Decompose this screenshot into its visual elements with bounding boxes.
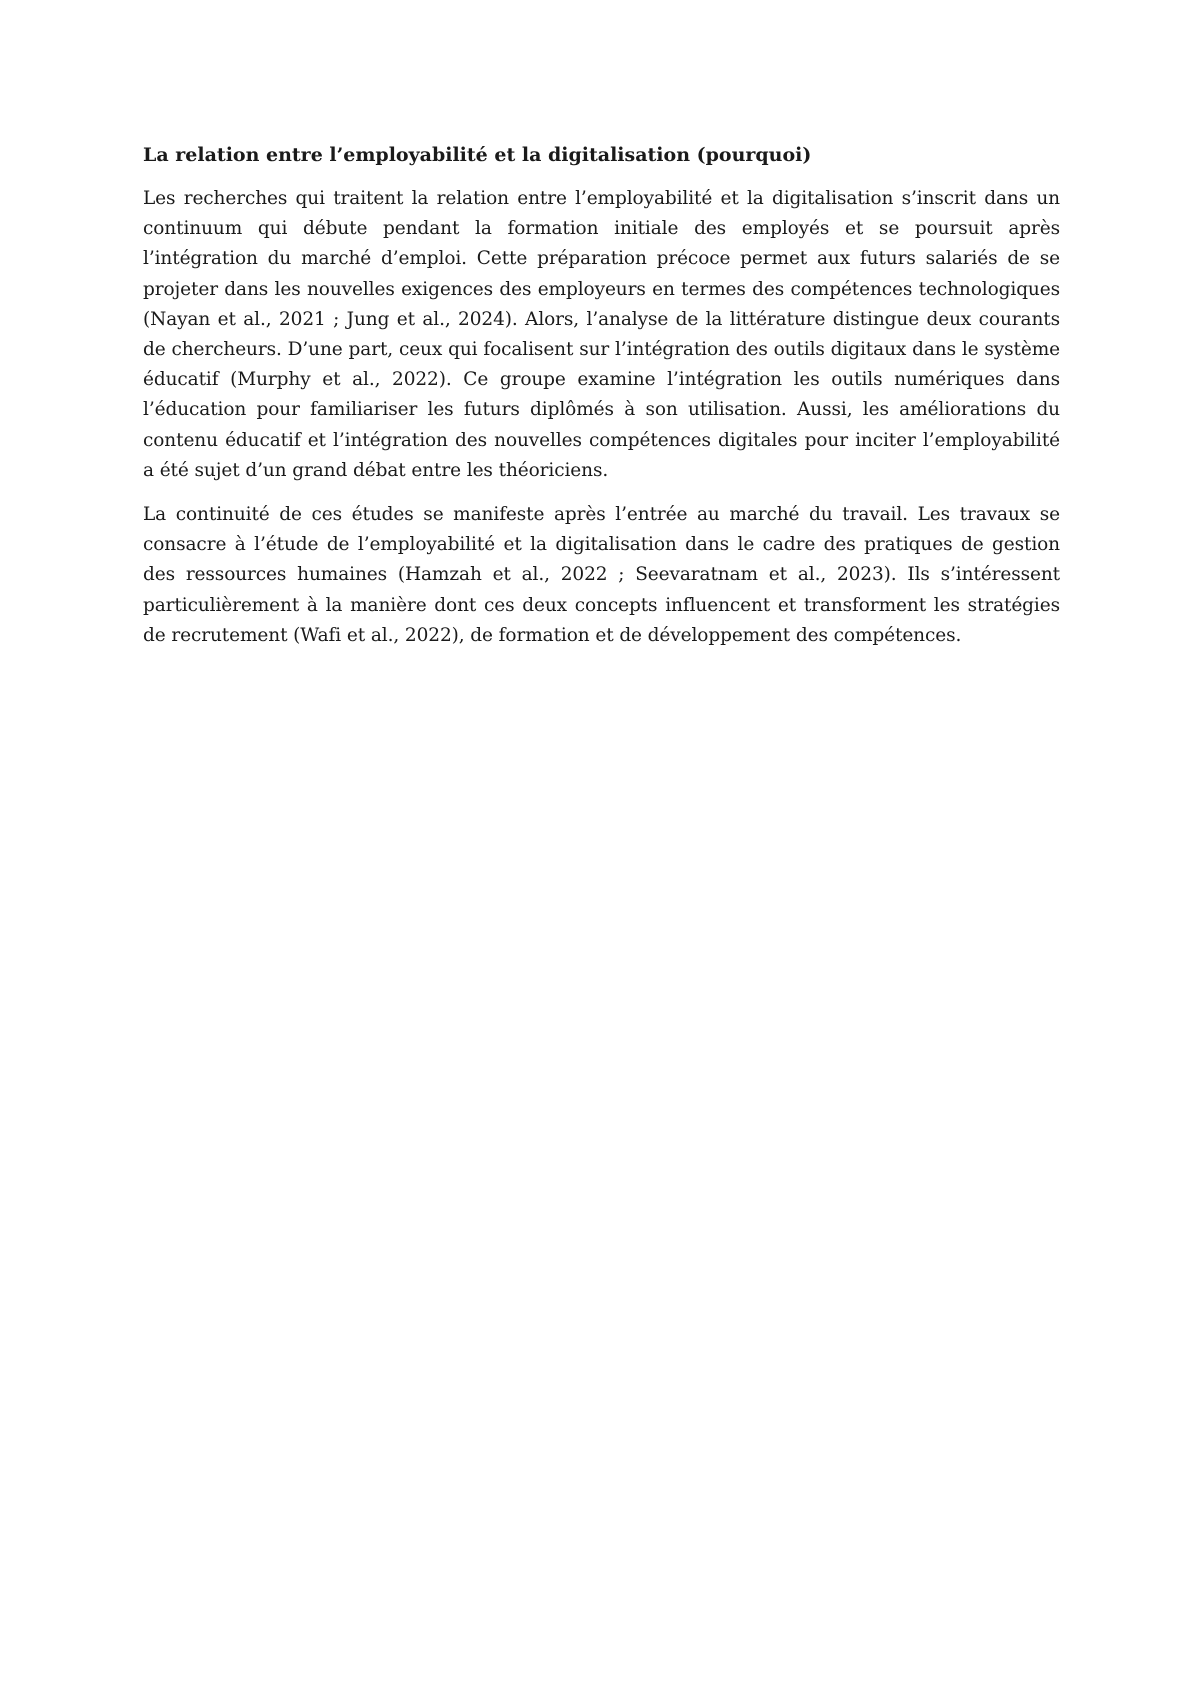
section-heading: La relation entre l’employabilité et la digitalisation (pourquoi) (143, 144, 812, 166)
paragraph-1: Les recherches qui traitent la relation entre l’employabilité et la digitalisation s’inscrit dans un continuum qui débute pendant la formation initiale des employés et se poursuit après l’intégration du marché d’emploi. Cette préparation précoce permet aux futurs salariés de se projeter dans les nouvelles exigences des employeurs en termes des compétences technologiques (Nayan et al., 2021 ; Jung et al., 2024). Alors, l’analyse de la littérature distingue deux courants de chercheurs. D’une part, ceux qui focalisent sur l’intégration des outils digitaux dans le système éducatif (Murphy et al., 2022). Ce groupe examine l’intégration les outils numériques dans l’éducation pour familiariser les futurs diplômés à son utilisation. Aussi, les améliorations du contenu éducatif et l’intégration des nouvelles compétences digitales pour inciter l’employabilité a été sujet d’un grand débat entre les théoriciens. (143, 188, 1060, 481)
document-body (143, 140, 1060, 665)
paragraph-2: La continuité de ces études se manifeste après l’entrée au marché du travail. Les travaux se consacre à l’étude de l’employabilité et la digitalisation dans le cadre des pratiques de gestion des ressources humaines (Hamzah et al., 2022 ; Seevaratnam et al., 2023). Ils s’intéressent particulièrement à la manière dont ces deux concepts influencent et transforment les stratégies de recrutement (Wafi et al., 2022), de formation et de développement des compétences. (143, 504, 1060, 646)
